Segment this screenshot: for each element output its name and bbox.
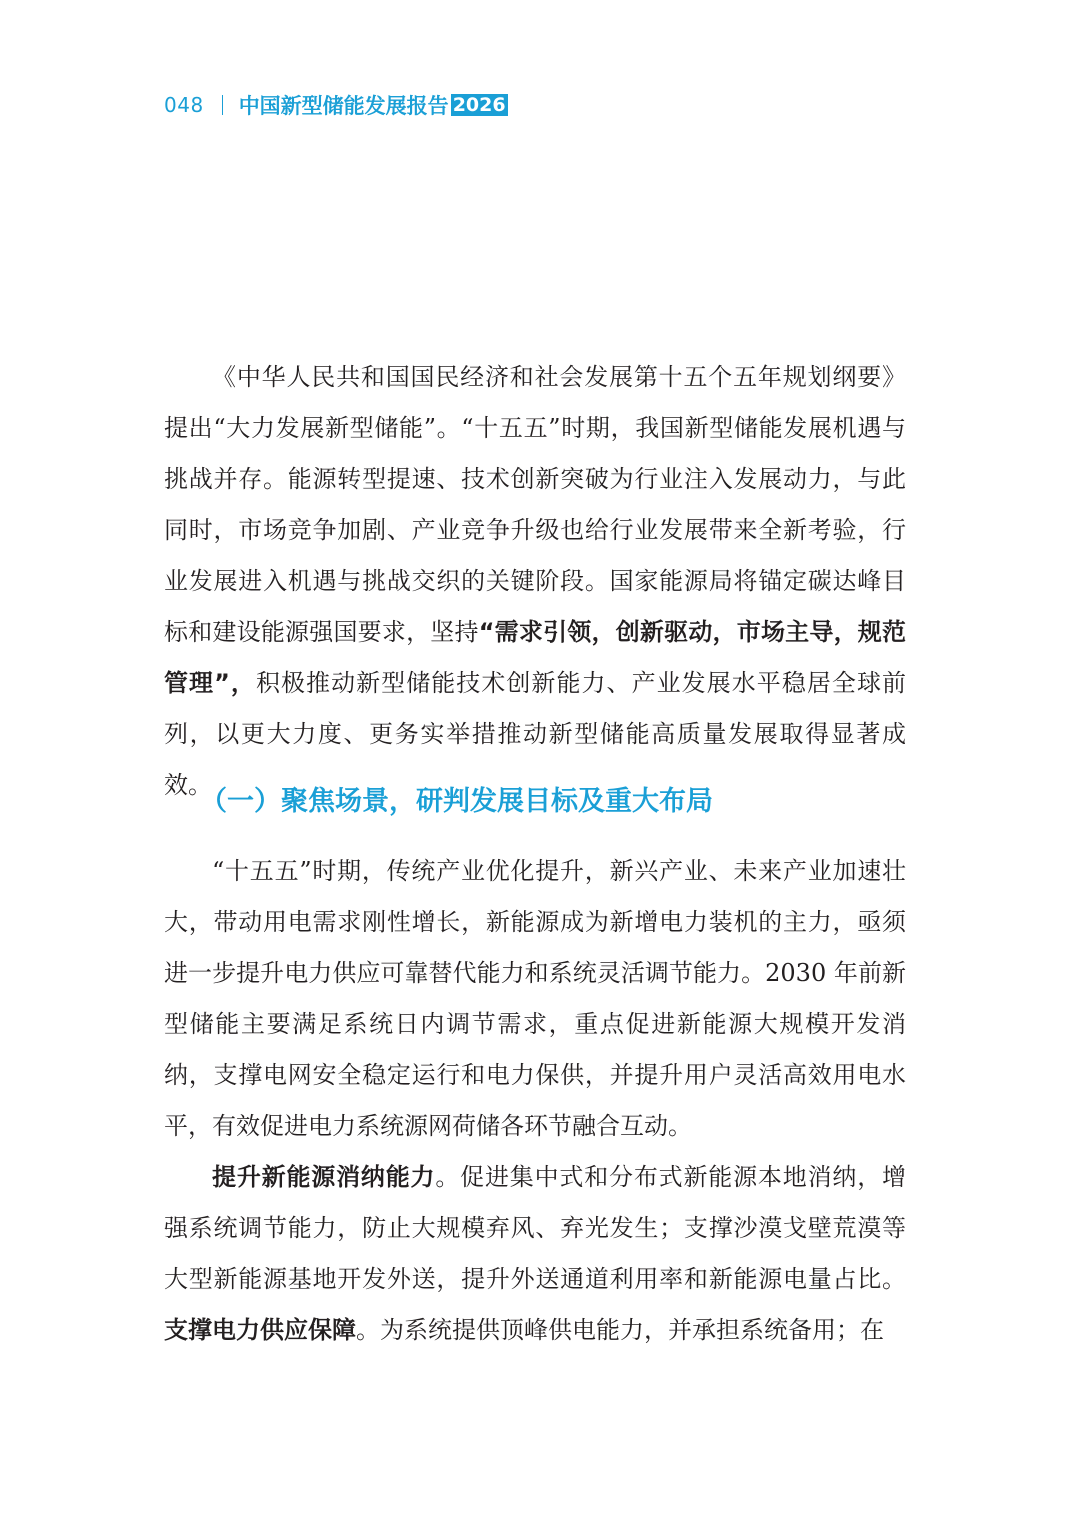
para2-text: 。促进集中式和分布式新能源本地消纳，增强系统调节能力，防止大规模弃风、弃光发生；支撑沙漠戈壁荒漠等大型新能源基地开发外送，提升外送通道利用率和新能源电量占比。 — [164, 1163, 907, 1293]
para3-lead: 支撑电力供应保障 — [164, 1316, 356, 1344]
intro-text-b: 积极推动新型储能技术创新能力、产业发展水平稳居全球前列，以更大力度、更务实举措推动新型储能高质量发展取得显著成效。 — [164, 669, 907, 799]
para3-text: 。为系统提供顶峰供电能力，并承担系统备用；在 — [356, 1316, 884, 1344]
report-year-badge: 2026 — [452, 94, 506, 116]
intro-paragraph — [164, 352, 906, 811]
page-number: 048 — [164, 93, 204, 117]
intro-text-a: 《中华人民共和国国民经济和社会发展第十五个五年规划纲要》提出“大力发展新型储能”。“十五五”时期，我国新型储能发展机遇与挑战并存。能源转型提速、技术创新突破为行业注入发展动力，与此同时，市场竞争加剧、产业竞争升级也给行业发展带来全新考验，行业发展进入机遇与挑战交织的关键阶段。国家能源局将锚定碳达峰目标和建设能源强国要求，坚持 — [164, 363, 906, 646]
report-title: 中国新型储能发展报告 — [238, 94, 449, 118]
section-paragraph-1: “十五五”时期，传统产业优化提升，新兴产业、未来产业加速壮大，带动用电需求刚性增长，新能源成为新增电力装机的主力，亟须进一步提升电力供应可靠替代能力和系统灵活调节能力。2030 年前新型储能主要满足系统日内调节需求，重点促进新能源大规模开发消纳，支撑电网安全稳定运行和电力保供，并提升用户灵活高效用电水平，有效促进电力系统源网荷储各环节融合互动。 — [164, 857, 906, 1140]
running-header — [164, 88, 508, 122]
header-divider — [222, 95, 223, 115]
section-heading: （一）聚焦场景，研判发展目标及重大布局 — [200, 786, 713, 817]
intro-paragraph-block — [164, 352, 906, 811]
intro-emphasis: “需求引领，创新驱动，市场主导，规范管理”， — [164, 618, 906, 697]
section-body — [164, 846, 906, 1356]
section-paragraph-2 — [164, 1152, 906, 1356]
para2-lead: 提升新能源消纳能力 — [212, 1163, 436, 1191]
